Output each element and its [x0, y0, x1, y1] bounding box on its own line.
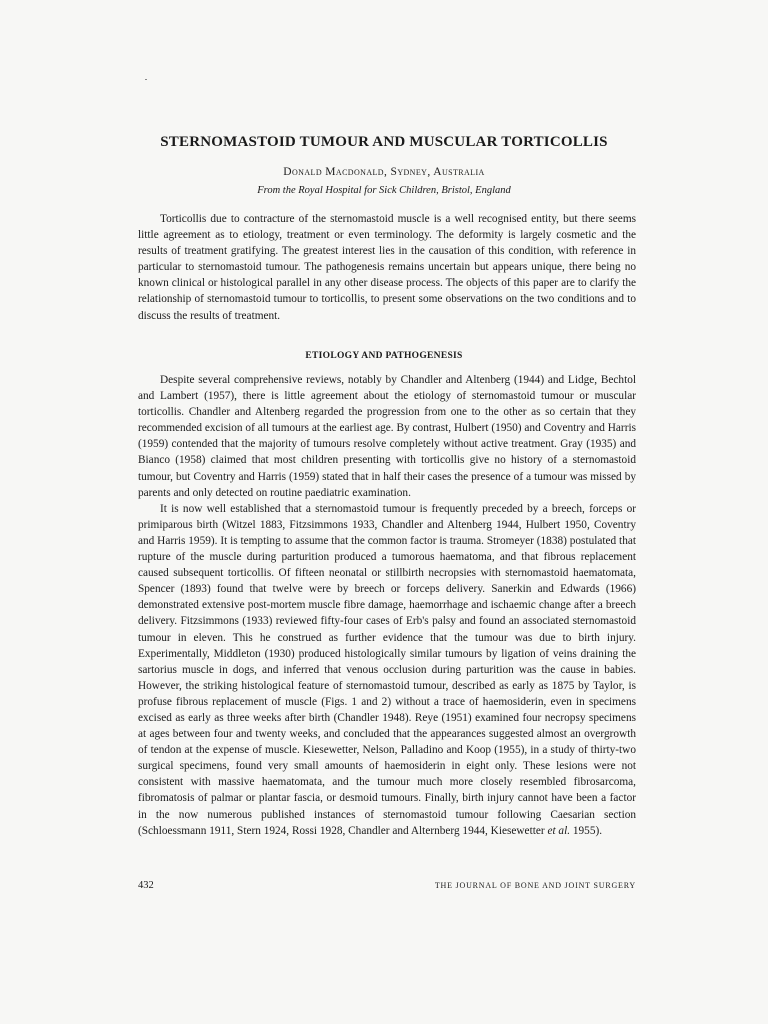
section-paragraph-1: Despite several comprehensive reviews, notably by Chandler and Altenberg (1944) and Lidge, Bechtol and Lambert (1957), there is little agreement about the etiology of sternomastoid tumour or muscular torticollis. Chandler and Altenberg regarded the progression from one to the other as so certain that they recommended excision of all tumours at the earliest age. By contrast, Hulbert (1950) and Coventry and Harris (1959) contended that the majority of tumours resolve completely without active treatment. Gray (1935) and Bianco (1958) claimed that most children presenting with torticollis give no history of a sternomastoid tumour, but Coventry and Harris (1959) stated that in half their cases the presence of a tumour was missed by parents and only detected on routine paediatric examination.: [138, 374, 636, 499]
scan-speck: [145, 79, 147, 80]
author-line: Donald Macdonald, Sydney, Australia: [283, 166, 485, 178]
paragraph-text-end: 1955).: [570, 824, 603, 837]
intro-paragraph: Torticollis due to contracture of the sternomastoid muscle is a well recognised entity, but there seems little agreement as to etiology, treatment or even terminology. The deformity is largely cosmetic and the results of treatment gratifying. The greatest interest lies in the causation of this condition, with reference in particular to sternomastoid tumour. The pathogenesis remains uncertain but appears unique, there being no known clinical or histological parallel in any other disease process. The objects of this paper are to clarify the relationship of sternomastoid tumour to torticollis, to present some observations on the two conditions and to discuss the results of treatment.: [138, 213, 636, 322]
section-text: [138, 372, 636, 839]
article-title: STERNOMASTOID TUMOUR AND MUSCULAR TORTICOLLIS: [160, 134, 608, 150]
page-number: 432: [138, 880, 154, 891]
section-heading: ETIOLOGY AND PATHOGENESIS: [305, 351, 463, 361]
intro-text: [138, 211, 636, 324]
paragraph-text: It is now well established that a sternomastoid tumour is frequently preceded by a breech, forceps or primiparous birth (Witzel 1883, Fitzsimmons 1933, Chandler and Altenberg 1944, Hulbert 1950, Coventry and Harris 1959). It is tempting to assume that the common factor is trauma. Stromeyer (1838) postulated that rupture of the muscle during parturition produced a tumorous haematoma, and that fibrous replacement caused subsequent torticollis. Of fifteen neonatal or stillbirth necropsies with sternomastoid haematomata, Spencer (1893) found that twelve were by breech or forceps delivery. Sanerkin and Edwards (1966) demonstrated extensive post-mortem muscle fibre damage, haemorrhage and ischaemic change after a breech delivery. Fitzsimmons (1933) reviewed fifty-four cases of Erb's palsy and found an associated sternomastoid tumour in eleven. This he construed as further evidence that the tumour was due to birth injury. Experimentally, Middleton (1930) produced histologically similar tumours by ligation of veins draining the sartorius muscle in dogs, and inferred that venous occlusion during parturition was the cause in babies. However, the striking histological feature of sternomastoid tumour, described as early as 1875 by Taylor, is profuse fibrous replacement of muscle (Figs. 1 and 2) without a trace of haemosiderin, even in specimens excised as early as three weeks after birth (Chandler 1948). Reye (1951) examined four necropsy specimens at ages between four and twenty weeks, and concluded that the appearances suggested almost an overgrowth of tendon at the expense of muscle. Kiesewetter, Nelson, Palladino and Koop (1955), in a study of thirty-two surgical specimens, found very small amounts of haemosiderin in eight only. These lesions were not consistent with massive haematomata, and the tumour much more closely resembled fibrosarcoma, fibromatosis of palmar or plantar fascia, or desmoid tumours. Finally, birth injury cannot have been a factor in the now numerous published instances of sternomastoid tumour following Caesarian section (Schloessmann 1911, Stern 1924, Rossi 1928, Chandler and Alternberg 1944, Kiesewetter: [138, 502, 636, 837]
affiliation-line: From the Royal Hospital for Sick Children, Bristol, England: [257, 185, 511, 196]
section-paragraph-2: [138, 501, 636, 839]
italic-citation: et al.: [547, 824, 571, 837]
journal-footer: THE JOURNAL OF BONE AND JOINT SURGERY: [434, 881, 636, 890]
